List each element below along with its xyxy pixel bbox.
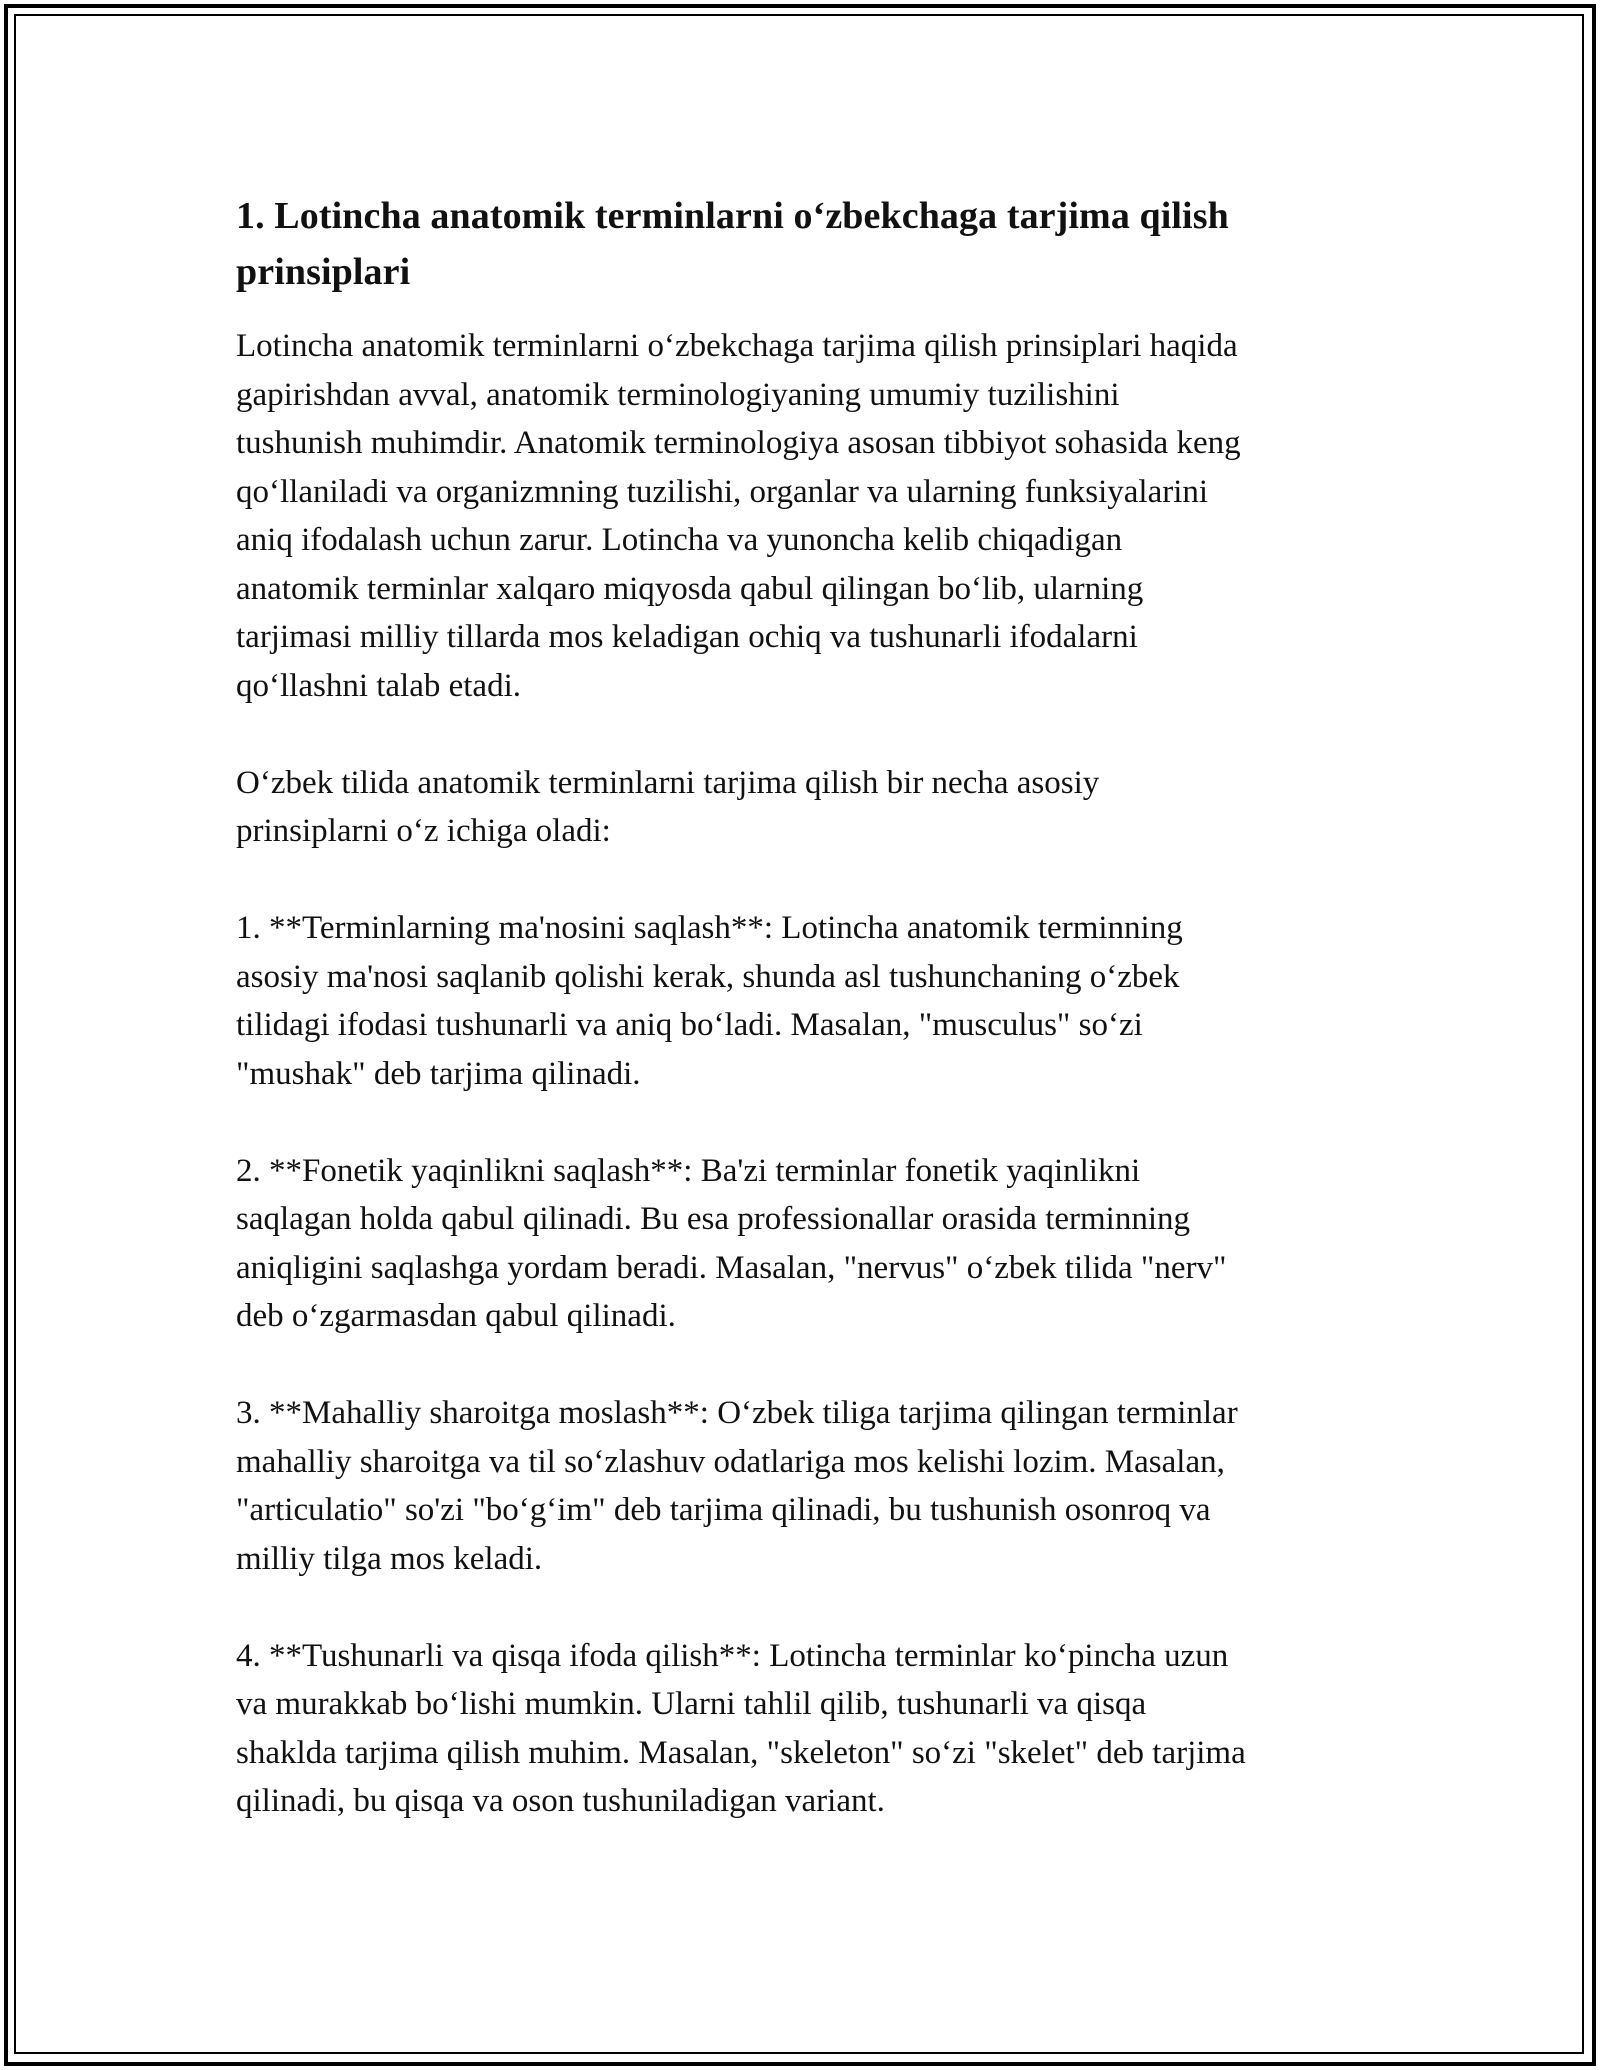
paragraph-principles-lead: O‘zbek tilida anatomik terminlarni tarjima qilish bir necha asosiy prinsiplarni o‘z ichiga oladi: xyxy=(236,764,1100,849)
document-body xyxy=(236,188,1366,1826)
paragraph-intro: Lotincha anatomik terminlarni o‘zbekchaga tarjima qilish prinsiplari haqida gapirishdan avval, anatomik terminologiyaning umumiy tuzilishini tushunish muhimdir. Anatomik terminologiya asosan tibbiyot sohasida keng qo‘llaniladi va organizmning tuzilishi, organlar va ularning funksiyalarini aniq ifodalash uchun zarur. Lotincha va yunoncha kelib chiqadigan anatomik terminlar xalqaro miqyosda qabul qilingan bo‘lib, ularning tarjimasi milliy tillarda mos keladigan ochiq va tushunarli ifodalarni qo‘llashni talab etadi. xyxy=(236,328,1241,704)
list-item-principle-4: 4. **Tushunarli va qisqa ifoda qilish**: Lotincha terminlar ko‘pincha uzun va murakkab bo‘lishi mumkin. Ularni tahlil qilib, tushunarli va qisqa shaklda tarjima qilish muhim. Masalan, "skeleton" so‘zi "skelet" deb tarjima qilinadi, bu qisqa va oson tushuniladigan variant. xyxy=(236,1637,1246,1819)
list-item-principle-2: 2. **Fonetik yaqinlikni saqlash**: Ba'zi terminlar fonetik yaqinlikni saqlagan holda qabul qilinadi. Bu esa professionallar orasida terminning aniqligini saqlashga yordam beradi. Masalan, "nervus" o‘zbek tilida "nerv" deb o‘zgarmasdan qabul qilinadi. xyxy=(236,1152,1227,1334)
list-item-principle-1: 1. **Terminlarning ma'nosini saqlash**: Lotincha anatomik terminning asosiy ma'nosi saqlanib qolishi kerak, shunda asl tushunchaning o‘zbek tilidagi ifodasi tushunarli va aniq bo‘ladi. Masalan, "musculus" so‘zi "mushak" deb tarjima qilinadi. xyxy=(236,910,1183,1092)
section-heading: 1. Lotincha anatomik terminlarni o‘zbekchaga tarjima qilish prinsiplari xyxy=(236,195,1229,293)
list-item-principle-3: 3. **Mahalliy sharoitga moslash**: O‘zbek tiliga tarjima qilingan terminlar mahalliy sharoitga va til so‘zlashuv odatlariga mos kelishi lozim. Masalan, "articulatio" so'zi "bo‘g‘im" deb tarjima qilinadi, bu tushunish osonroq va milliy tilga mos keladi. xyxy=(236,1395,1238,1577)
